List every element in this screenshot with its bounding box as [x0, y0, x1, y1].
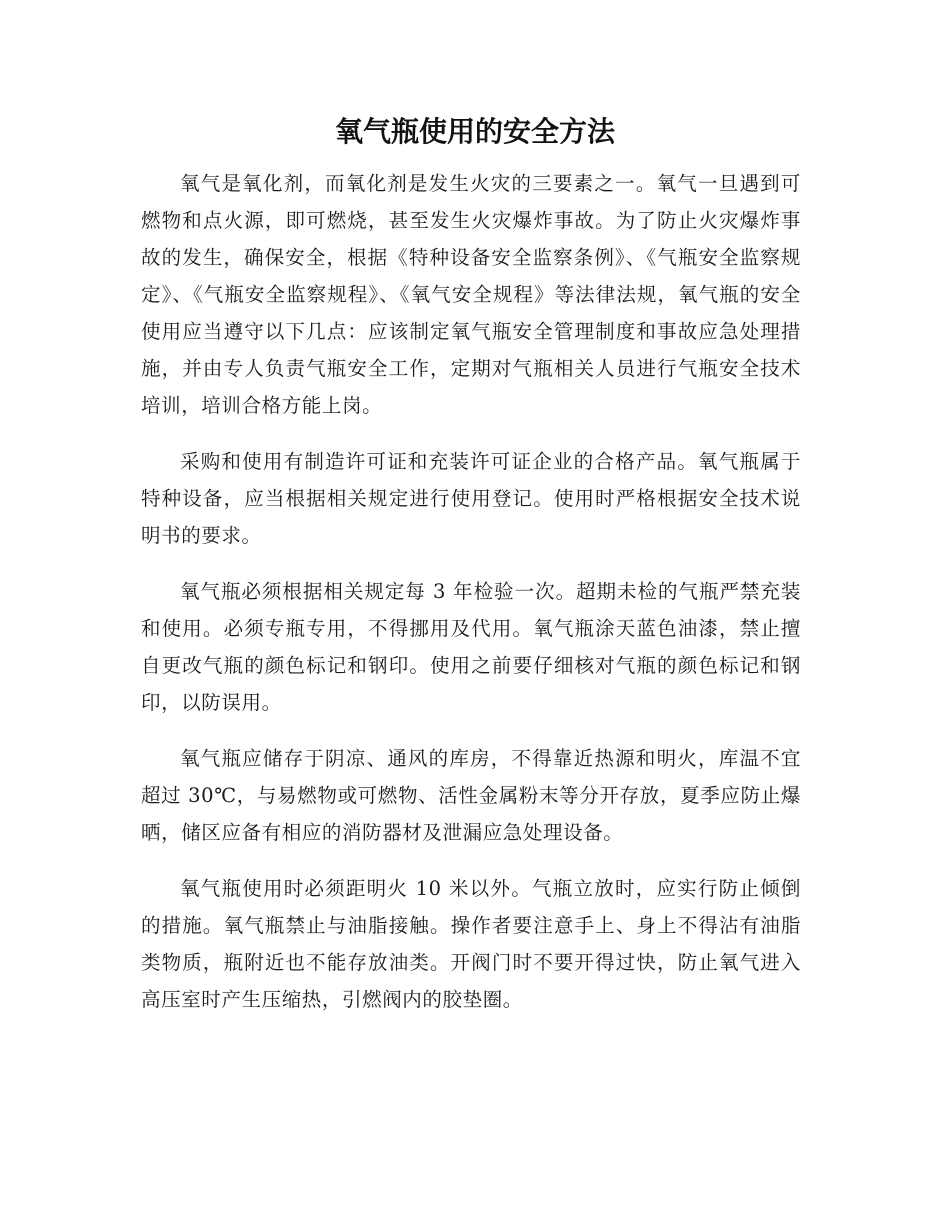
paragraph-inspection: 氧气瓶必须根据相关规定每 3 年检验一次。超期未检的气瓶严禁充装和使用。必须专瓶专用，不得挪用及代用。氧气瓶涂天蓝色油漆，禁止擅自更改气瓶的颜色标记和钢印。使用之前要仔细核对气瓶的颜色标记和钢印，以防误用。 [141, 580, 801, 714]
paragraph-usage: 氧气瓶使用时必须距明火 10 米以外。气瓶立放时，应实行防止倾倒的措施。氧气瓶禁止与油脂接触。操作者要注意手上、身上不得沾有油脂类物质，瓶附近也不能存放油类。开阀门时不要开得过快，防止氧气进入高压室时产生压缩热，引燃阀内的胶垫圈。 [141, 877, 801, 1011]
paragraph-oxygen-hazard: 氧气是氧化剂，而氧化剂是发生火灾的三要素之一。氧气一旦遇到可燃物和点火源，即可燃烧，甚至发生火灾爆炸事故。为了防止火灾爆炸事故的发生，确保安全，根据《特种设备安全监察条例》、《气瓶安全监察规定》、《气瓶安全监察规程》、《氧气安全规程》等法律法规，氧气瓶的安全使用应当遵守以下几点：应该制定氧气瓶安全管理制度和事故应急处理措施，并由专人负责气瓶安全工作，定期对气瓶相关人员进行气瓶安全技术培训，培训合格方能上岗。 [141, 172, 801, 417]
document-body [141, 165, 801, 1037]
paragraph-procurement: 采购和使用有制造许可证和充装许可证企业的合格产品。氧气瓶属于特种设备，应当根据相关规定进行使用登记。使用时严格根据安全技术说明书的要求。 [141, 450, 801, 547]
paragraph-storage: 氧气瓶应储存于阴凉、通风的库房，不得靠近热源和明火，库温不宜超过 30℃，与易燃物或可燃物、活性金属粉末等分开存放，夏季应防止爆晒，储区应备有相应的消防器材及泄漏应急处理设备。 [141, 747, 801, 844]
document-title: 氧气瓶使用的安全方法 [334, 115, 615, 148]
